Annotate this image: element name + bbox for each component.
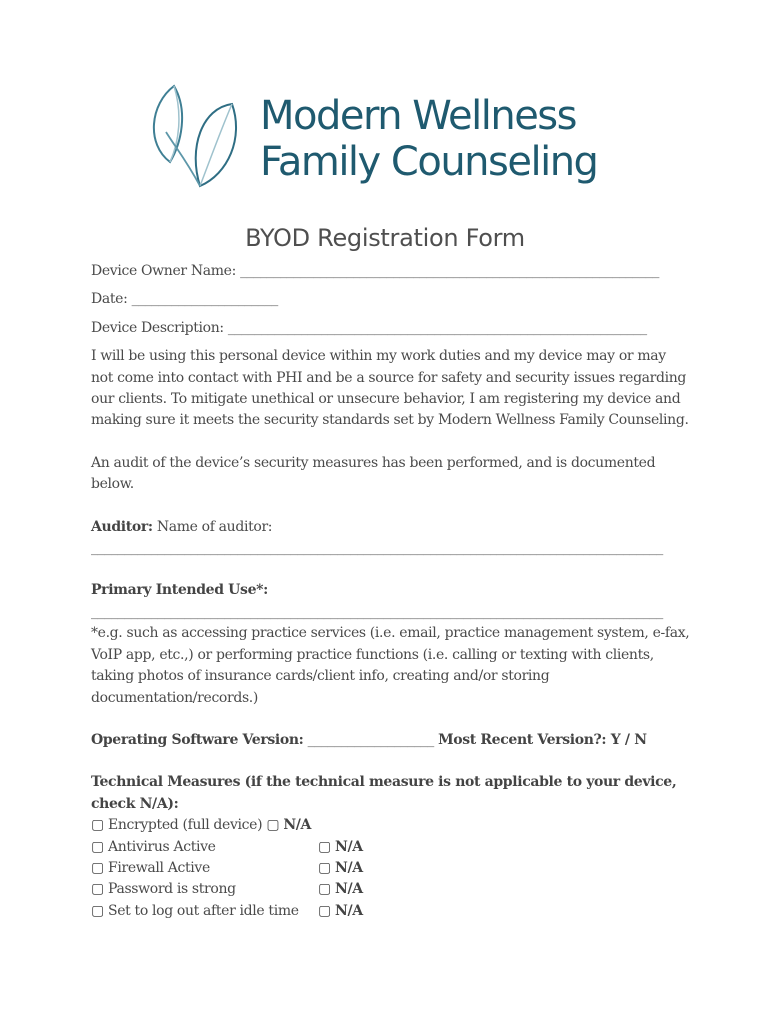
na-label-password: N/A xyxy=(335,881,363,898)
device-description-field[interactable]: _______________________________________________________________ xyxy=(227,319,647,336)
na-label-encrypted: N/A xyxy=(283,817,312,834)
primary-use-row xyxy=(91,580,691,601)
checkbox-firewall-na[interactable]: ▢ xyxy=(318,859,331,876)
checkbox-password-na[interactable]: ▢ xyxy=(318,881,331,898)
auditor-hint: Name of auditor: xyxy=(156,518,273,535)
logo-text-line1: Modern Wellness xyxy=(260,93,576,139)
device-description-row xyxy=(91,318,691,339)
os-version-row xyxy=(91,730,691,751)
na-label-antivirus: N/A xyxy=(335,838,363,855)
measure-label-firewall: Firewall Active xyxy=(108,859,210,876)
measure-row-antivirus xyxy=(91,837,691,858)
technical-measures-heading xyxy=(91,772,691,815)
owner-name-label: Device Owner Name: xyxy=(91,263,236,279)
date-field[interactable]: ______________________ xyxy=(131,291,278,308)
measure-row-firewall xyxy=(91,858,691,879)
primary-use-note: *e.g. such as accessing practice services (i.e. email, practice management system, e-fax, VoIP app, etc.,) or performing practice functions (i.e. calling or texting with clients, taking photos of insurance cards/client info, creating and/or storing documentation/records.) xyxy=(91,625,690,706)
checkbox-antivirus[interactable]: ▢ xyxy=(91,838,104,855)
audit-statement: An audit of the device’s security measures has been performed, and is documented below. xyxy=(91,454,656,493)
form-title: BYOD Registration Form xyxy=(245,224,525,252)
checkbox-idle-logout-na[interactable]: ▢ xyxy=(318,902,331,919)
os-version-label: Operating Software Version: xyxy=(91,731,304,748)
measure-row-encrypted xyxy=(91,815,691,836)
os-version-field[interactable]: ___________________ xyxy=(307,731,434,748)
device-description-label: Device Description: xyxy=(91,319,224,336)
checkbox-antivirus-na[interactable]: ▢ xyxy=(318,838,331,855)
technical-measures-heading-text: Technical Measures (if the technical measure is not applicable to your device, check N/A): xyxy=(91,774,677,812)
checkbox-firewall[interactable]: ▢ xyxy=(91,859,104,876)
two-leaves-icon xyxy=(152,82,252,192)
measure-label-password: Password is strong xyxy=(108,881,236,898)
primary-use-field[interactable]: ______________________________________________________________________________________ xyxy=(91,603,663,620)
company-logo xyxy=(152,82,622,192)
auditor-row xyxy=(91,517,691,538)
primary-use-label: Primary Intended Use*: xyxy=(91,582,268,599)
checkbox-encrypted-na[interactable]: ▢ xyxy=(266,817,280,834)
logo-text-line2: Family Counseling xyxy=(260,139,598,185)
na-label-idle-logout: N/A xyxy=(335,902,363,919)
measure-label-idle-logout: Set to log out after idle time xyxy=(108,902,299,919)
usage-statement: I will be using this personal device within my work duties and my device may or may not come into contact with PHI and be a source for safety and security issues regarding our clients. To mitigate unethical or unsecure behavior, I am registering my device and making sure it meets the security standards set by Modern Wellness Family Counseling. xyxy=(91,348,689,429)
na-label-firewall: N/A xyxy=(335,859,363,876)
date-label: Date: xyxy=(91,291,128,308)
owner-name-field[interactable]: _______________________________________________________________ xyxy=(240,263,660,279)
checkbox-idle-logout[interactable]: ▢ xyxy=(91,902,104,919)
checkbox-password[interactable]: ▢ xyxy=(91,881,104,898)
auditor-label: Auditor: xyxy=(91,518,153,535)
auditor-field[interactable]: ______________________________________________________________________________________ xyxy=(91,540,663,557)
date-row xyxy=(91,289,691,310)
measure-row-password xyxy=(91,879,691,900)
form-body xyxy=(91,261,691,922)
most-recent-version-label[interactable]: Most Recent Version?: Y / N xyxy=(438,731,647,748)
measure-label-encrypted: Encrypted (full device) xyxy=(108,817,263,834)
measure-label-antivirus: Antivirus Active xyxy=(108,838,216,855)
owner-name-row xyxy=(91,261,691,282)
measure-row-idle-logout xyxy=(91,901,691,922)
checkbox-encrypted[interactable]: ▢ xyxy=(91,817,104,834)
